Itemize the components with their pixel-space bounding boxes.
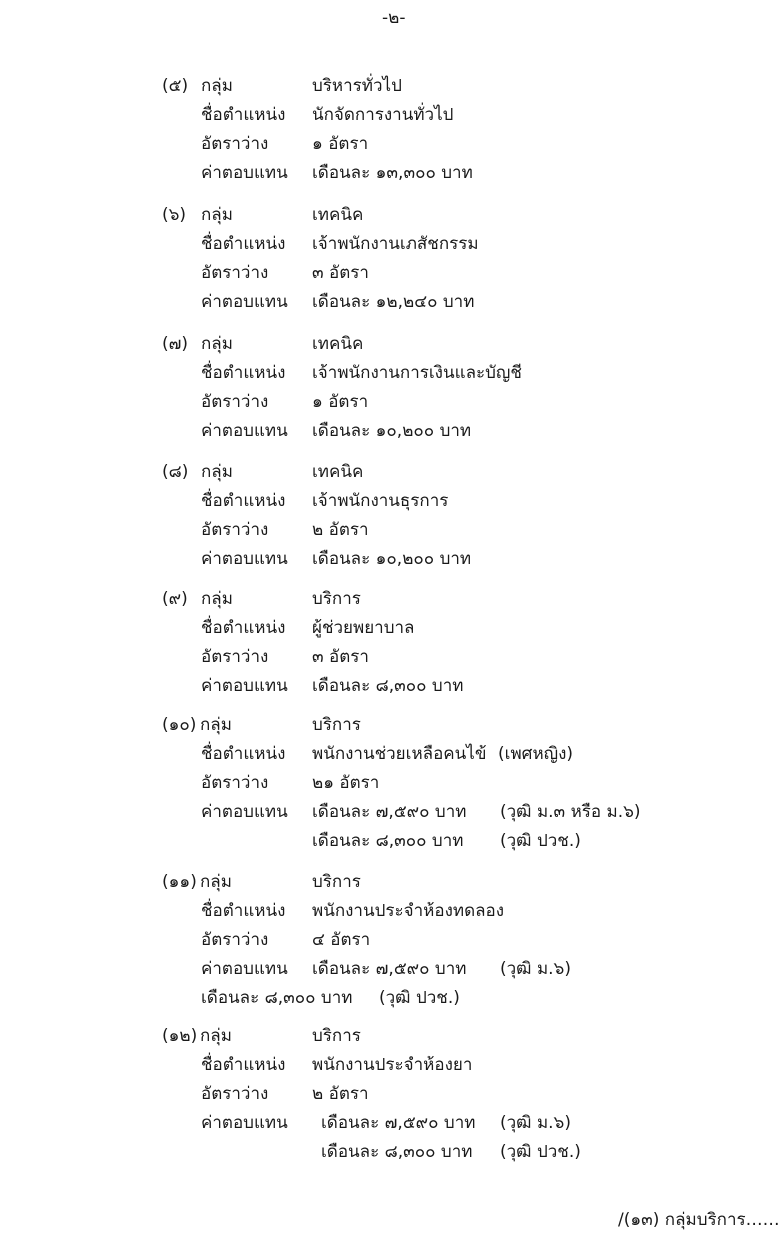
position-label: ชื่อตำแหน่ง: [201, 105, 286, 125]
position-value: นักจัดการงานทั่วไป: [312, 105, 454, 125]
vacancy-label: อัตราว่าง: [201, 134, 269, 154]
vacancy-label: อัตราว่าง: [201, 1084, 269, 1104]
pay-note: (วุฒิ ม.๖): [500, 959, 571, 979]
pay-amount: เดือนละ ๗,๕๙๐ บาท: [312, 802, 467, 822]
position-label: ชื่อตำแหน่ง: [201, 618, 286, 638]
group-value: บริการ: [312, 872, 361, 892]
pay-note: (วุฒิ ปวช.): [500, 1142, 581, 1162]
position-value: พนักงานประจำห้องทดลอง: [312, 901, 505, 921]
position-label: ชื่อตำแหน่ง: [201, 744, 286, 764]
group-label: กลุ่ม: [201, 76, 233, 96]
group-label: กลุ่ม: [201, 334, 233, 354]
position-value: พนักงานประจำห้องยา: [312, 1055, 473, 1075]
pay-label: ค่าตอบแทน: [201, 802, 288, 822]
group-label: กลุ่ม: [201, 205, 233, 225]
group-label: กลุ่ม: [200, 872, 232, 892]
vacancy-label: อัตราว่าง: [201, 520, 269, 540]
entry-number: (๙): [162, 589, 188, 609]
position-note: (เพศหญิง): [498, 744, 574, 764]
pay-note: (วุฒิ ปวช.): [379, 988, 460, 1008]
group-label: กลุ่ม: [201, 462, 233, 482]
pay-amount: เดือนละ ๗,๕๙๐ บาท: [312, 959, 467, 979]
pay-label: ค่าตอบแทน: [201, 1113, 288, 1133]
vacancy-value: ๑ อัตรา: [312, 134, 369, 154]
position-value: เจ้าพนักงานธุรการ: [312, 491, 449, 511]
pay-label: ค่าตอบแทน: [201, 163, 288, 183]
group-value: บริการ: [312, 715, 361, 735]
entry-number: (๑๑): [162, 872, 197, 892]
pay-amount: เดือนละ ๑๐,๒๐๐ บาท: [312, 421, 472, 441]
pay-amount: เดือนละ ๗,๕๙๐ บาท: [321, 1113, 476, 1133]
pay-label: ค่าตอบแทน: [201, 421, 288, 441]
vacancy-label: อัตราว่าง: [201, 263, 269, 283]
entry-number: (๕): [162, 76, 189, 96]
group-value: บริหารทั่วไป: [312, 76, 402, 96]
vacancy-value: ๒ อัตรา: [312, 520, 369, 540]
entry-number: (๘): [162, 462, 189, 482]
entry-number: (๑๒): [162, 1026, 198, 1046]
vacancy-value: ๓ อัตรา: [312, 263, 369, 283]
vacancy-label: อัตราว่าง: [201, 930, 269, 950]
pay-label: ค่าตอบแทน: [201, 549, 288, 569]
group-value: บริการ: [312, 589, 361, 609]
vacancy-value: ๒ อัตรา: [312, 1084, 369, 1104]
position-label: ชื่อตำแหน่ง: [201, 491, 286, 511]
vacancy-value: ๔ อัตรา: [312, 930, 371, 950]
entry-number: (๑๐): [162, 715, 197, 735]
position-value: เจ้าพนักงานการเงินและบัญชี: [312, 363, 522, 383]
group-label: กลุ่ม: [201, 589, 233, 609]
pay-label: ค่าตอบแทน: [201, 959, 288, 979]
position-label: ชื่อตำแหน่ง: [201, 234, 286, 254]
pay-amount: เดือนละ ๘,๓๐๐ บาท: [312, 676, 464, 696]
vacancy-value: ๒๑ อัตรา: [312, 773, 380, 793]
pay-amount: เดือนละ ๑๒,๒๔๐ บาท: [312, 292, 475, 312]
page-number: -๒-: [382, 8, 406, 28]
position-label: ชื่อตำแหน่ง: [201, 363, 286, 383]
group-value: เทคนิค: [312, 334, 364, 354]
pay-amount: เดือนละ ๘,๓๐๐ บาท: [321, 1142, 473, 1162]
group-value: เทคนิค: [312, 462, 364, 482]
group-value: เทคนิค: [312, 205, 364, 225]
pay-note: (วุฒิ ม.๓ หรือ ม.๖): [500, 802, 641, 822]
continuation-footer: /(๑๓) กลุ่มบริการ……: [618, 1210, 780, 1230]
pay-note: (วุฒิ ม.๖): [500, 1113, 571, 1133]
entry-number: (๖): [162, 205, 187, 225]
vacancy-label: อัตราว่าง: [201, 647, 269, 667]
position-value: ผู้ช่วยพยาบาล: [312, 618, 415, 638]
pay-amount: เดือนละ ๘,๓๐๐ บาท: [201, 988, 353, 1008]
group-value: บริการ: [312, 1026, 361, 1046]
pay-amount: เดือนละ ๘,๓๐๐ บาท: [312, 831, 464, 851]
pay-label: ค่าตอบแทน: [201, 292, 288, 312]
entry-number: (๗): [162, 334, 189, 354]
position-value: เจ้าพนักงานเภสัชกรรม: [312, 234, 479, 254]
pay-amount: เดือนละ ๑๐,๒๐๐ บาท: [312, 549, 472, 569]
group-label: กลุ่ม: [200, 715, 232, 735]
position-value: พนักงานช่วยเหลือคนไข้: [312, 744, 487, 764]
vacancy-label: อัตราว่าง: [201, 392, 269, 412]
group-label: กลุ่ม: [200, 1026, 232, 1046]
vacancy-value: ๓ อัตรา: [312, 647, 369, 667]
pay-note: (วุฒิ ปวช.): [500, 831, 581, 851]
pay-label: ค่าตอบแทน: [201, 676, 288, 696]
vacancy-value: ๑ อัตรา: [312, 392, 369, 412]
position-label: ชื่อตำแหน่ง: [201, 1055, 286, 1075]
vacancy-label: อัตราว่าง: [201, 773, 269, 793]
pay-amount: เดือนละ ๑๓,๓๐๐ บาท: [312, 163, 473, 183]
position-label: ชื่อตำแหน่ง: [201, 901, 286, 921]
